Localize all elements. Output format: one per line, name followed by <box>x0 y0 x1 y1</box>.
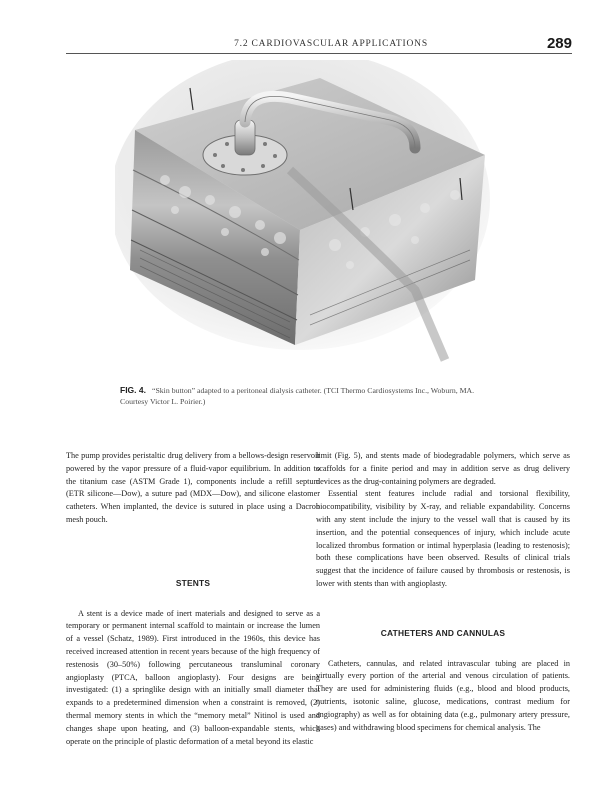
skin-button-illustration-icon <box>115 60 505 370</box>
running-title: 7.2 CARDIOVASCULAR APPLICATIONS <box>234 39 428 49</box>
figure-caption <box>120 385 500 407</box>
continuation-paragraph: limit (Fig. 5), and stents made of biodegradable polymers, which serve as scaffolds for a finite period and may in addition serve as drug delivery devices as the drug-containing polymers are degraded. <box>316 451 570 486</box>
header-rule <box>66 53 572 54</box>
stent-features-paragraph: Essential stent features include radial and torsional flexibility, biocompatibility, visibility by X-ray, and reliable expandability. Concerns with any stent include the injury to the vessel wall that is caused by its insertion, and the potential consequences of injury, which include acute localized thrombus formation or intimal hyperplasia (leading to restenosis); both these complications have been observed. Results of clinical trials suggest that the incidence of failure caused by thrombosis or restenosis, is lower with stents than with angioplasty. <box>316 489 570 588</box>
catheters-paragraph: Catheters, cannulas, and related intravascular tubing are placed in virtually every portion of the arterial and venous circulation of patients. They are used for administering fluids (e.g., blood and blood products, nutrients, isotonic saline, glucose, medications, contrast medium for angiography) as well as for obtaining data (e.g., pulmonary artery pressure, gases) and withdrawing blood specimens for chemical analysis. The <box>316 658 570 732</box>
section-heading-stents: STENTS <box>175 577 211 588</box>
stents-paragraph: A stent is a device made of inert materials and designed to serve as a temporary or permanent internal scaffold to maintain or increase the lumen of a vessel (Schatz, 1989). First introduced in the 1960s, this device has received increased attention in recent years because of the high frequency of restenosis (30–50%) following percutaneous transluminal coronary angioplasty (PTCA, balloon angioplasty). Four designs are being investigated: (1) a springlike design with an initially small diameter that expands to a predetermined dimension when a constraint is removed, (2) thermal memory stents in which the “memory metal” Nitinol is used and changes shape upon heating, and (3) balloon-expandable stents, which operate on the principle of plastic deformation of a metal beyond its elastic <box>66 608 320 746</box>
running-head <box>66 35 572 54</box>
page-number: 289 <box>546 35 572 52</box>
intro-paragraph: The pump provides peristaltic drug delivery from a bellows-design reservoir powered by the vapor pressure of a fluid-vapor equilibrium. In addition to the titanium case (ASTM Grade 1), components include a refill septum (ETR silicone—Dow), a suture pad (MDX—Dow), and silicone elastomer catheters. When implanted, the device is sutured in place using a Dacron mesh pouch. <box>66 451 320 524</box>
section-heading-catheters: CATHETERS AND CANNULAS <box>380 627 506 638</box>
right-column <box>316 450 570 734</box>
figure-label: FIG. 4. <box>120 385 146 395</box>
figure-caption-text: “Skin button” adapted to a peritoneal dialysis catheter. (TCI Thermo Cardiosystems Inc., Woburn, MA. Courtesy Victor L. Poirier.) <box>120 386 475 406</box>
left-column <box>66 450 320 748</box>
